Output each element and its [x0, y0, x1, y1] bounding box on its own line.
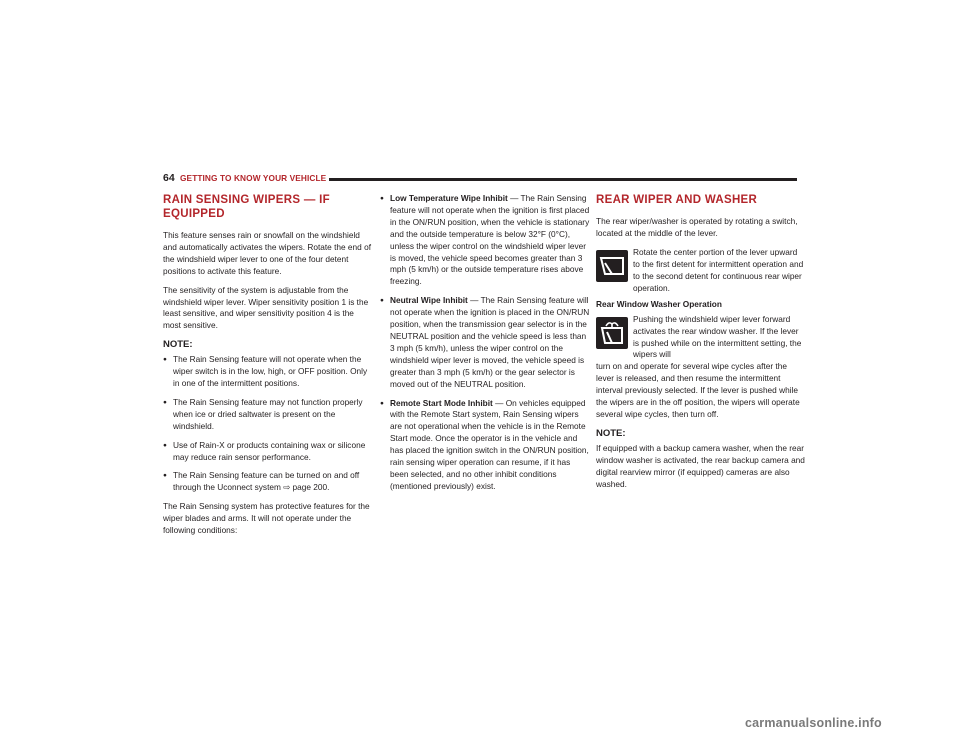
term-remote-start: Remote Start Mode Inhibit: [390, 397, 493, 408]
rear-washer-text-a: Pushing the windshield wiper lever forward activates the rear window washer. If the lever is pushed while on the intermittent setting, the wipers will: [633, 313, 802, 360]
note-text: If equipped with a backup camera washer, when the rear window washer is activated, the rear backup camera and digital rearview mirror (if equipped) cameras are also washed.: [596, 442, 805, 489]
term-low-temp: Low Temperature Wipe Inhibit: [390, 193, 508, 203]
term-description: — On vehicles equipped with the Remote Start system, Rain Sensing wipers are not operational when the vehicle is in the Remote Start mode. Once the operator is in the vehicle and has placed the ignition switch in the ON/RUN position, rain sensing wiper operation can resume, if it has been selected, and no other inhibit conditions (mentioned previously) exist.: [390, 397, 589, 491]
rear-wiper-icon: [596, 250, 628, 282]
list-item: ● The Rain Sensing feature can be turned on and off through the Uconnect system ⇨ page 200.: [163, 470, 373, 494]
rear-washer-icon: [596, 317, 628, 349]
rear-wiper-text: Rotate the center portion of the lever upward to the first detent for intermittent operation and to the second detent for continuous rear wiper operation.: [633, 246, 804, 293]
list-item: ● The Rain Sensing feature may not function properly when ice or dried saltwater is present on the windshield.: [163, 397, 373, 433]
term-description: — The Rain Sensing feature will not operate when the ignition is placed in the ON/RUN position, when the transmission gear selector is in the NEUTRAL position and the vehicle speed is less than 3 mph (5 km/h), unless the wiper control on the windshield wiper lever is moved, the vehicle speed is greater than 3 mph (5 km/h) or the gear selector is moved out of the NEUTRAL position.: [390, 295, 590, 389]
page-header: [163, 172, 797, 186]
list-item: ● The Rain Sensing feature will not operate when the wiper switch is in the low, high, or OFF position. Only in one of the intermittent positions.: [163, 354, 373, 390]
washer-subhead: Rear Window Washer Operation: [596, 298, 722, 309]
note-list: [163, 354, 373, 494]
heading-rain-sensing-wipers: RAIN SENSING WIPERS — IF EQUIPPED: [163, 194, 330, 220]
section-title: GETTING TO KNOW YOUR VEHICLE: [180, 173, 327, 183]
inhibit-list: [380, 193, 590, 493]
paragraph: The sensitivity of the system is adjustable from the windshield wiper lever. Wiper sensitivity position 1 is the least sensitive, and wiper sensitivity position 4 is the most sensitive.: [163, 284, 369, 331]
column-left: [163, 193, 373, 544]
term-neutral: Neutral Wipe Inhibit: [390, 295, 468, 306]
header-rule: [329, 178, 797, 181]
paragraph: This feature senses rain or snowfall on the windshield and automatically activates the wipers. Rotate the end of the windshield wiper lever to one of the four detent positions to activate this feature.: [163, 230, 372, 276]
list-item: [380, 295, 590, 390]
rear-washer-block: [596, 314, 806, 362]
list-item: [380, 398, 590, 493]
list-item: ● Use of Rain-X or products containing wax or silicone may reduce rain sensor performance.: [163, 440, 373, 464]
page-number: 64: [163, 172, 175, 184]
note-label: NOTE:: [596, 427, 626, 439]
paragraph: The rear wiper/washer is operated by rotating a switch, located at the middle of the lever.: [596, 216, 798, 238]
watermark: carmanualsonline.info: [745, 716, 882, 730]
column-right: [596, 193, 806, 497]
list-item: [380, 193, 590, 288]
term-description: — The Rain Sensing feature will not operate when the ignition is first placed in the ON/RUN position, when the vehicle is stationary and the outside temperature is below 32°F (0°C), unless the wiper control on the windshield wiper lever is moved, the vehicle speed becomes greater than 3 mph (5 km/h) or the outside temperature rises above freezing.: [390, 193, 590, 287]
heading-rear-wiper-washer: REAR WIPER AND WASHER: [596, 194, 758, 206]
paragraph: The Rain Sensing system has protective features for the wiper blades and arms. It will not operate under the following conditions:: [163, 501, 370, 536]
note-label: NOTE:: [163, 339, 193, 351]
rear-washer-text-b: turn on and operate for several wipe cycles after the lever is released, and then resume the intermittent interval previously selected. If the lever is pushed while the wipers are in the off position, the wipers will operate several wipe cycles, then turn off.: [596, 361, 800, 419]
column-middle: [380, 193, 590, 500]
rear-wiper-block: [596, 247, 806, 295]
